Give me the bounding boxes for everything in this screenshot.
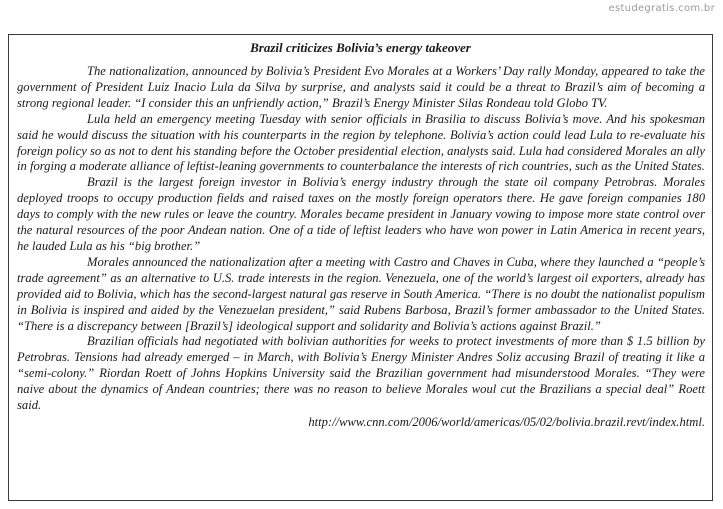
article-paragraph-3: Brazil is the largest foreign investor in Bolivia’s energy industry through the state oil company Petrobras. Morales deployed troops to occupy production fields and raised taxes on the mostly foreign operators there. He gave foreign companies 180 days to comply with the new rules or leave the country. Morales became president in January vowing to impose more state control over the natural resources of the poor Andean nation. One of a tide of leftist leaders who have won power in Latin America in recent years, he lauded Lula as his “big brother.” [17, 175, 705, 253]
site-watermark: estudegratis.com.br [608, 3, 715, 14]
article-title-text: Brazil criticizes Bolivia’s energy takeover [250, 40, 471, 55]
article-paragraph-1: The nationalization, announced by Bolivia’s President Evo Morales at a Workers’ Day rally Monday, appeared to take the government of President Luiz Inacio Lula da Silva by surprise, and analysts said it could be a threat to Brazil’s aim of becoming a strong regional leader. “I consider this an unfriendly action,” Brazil’s Energy Minister Silas Rondeau told Globo TV. [17, 64, 705, 110]
article-frame [8, 34, 713, 501]
article-title [9, 40, 712, 55]
article-body [9, 64, 712, 414]
article-paragraph-5: Brazilian officials had negotiated with bolivian authorities for weeks to protect investments of more than $ 1.5 billion by Petrobras. Tensions had already emerged – in March, with Bolivia’s Energy Minister Andres Soliz accusing Brazil of treating it like a “semi-colony.” Riordan Roett of Johns Hopkins University said the Brazilian government had misunderstood Morales. “They were naive about the dynamics of Andean countries; there was no reason to believe Morales woul cut the Brazilians a special deal” Roett said. [17, 334, 705, 413]
article-paragraph-4: Morales announced the nationalization after a meeting with Castro and Chaves in Cuba, where they launched a “people’s trade agreement” as an alternative to U.S. trade interests in the region. Venezuela, one of the world’s largest oil exporters, already has provided aid to Bolivia, which has the second-largest natural gas reserve in South America. “There is no doubt the nationalist populism in Bolivia is inspired and aided by the Venezuelan president,” said Rubens Barbosa, Brazil’s former ambassador to the United States. “There is a discrepancy between [Brazil’s] ideological support and solidarity and Bolivia’s actions against Brazil.” [17, 254, 705, 333]
source-url: http://www.cnn.com/2006/world/americas/05/02/bolivia.brazil.revt/index.html. [308, 414, 705, 429]
article-paragraph-2: Lula held an emergency meeting Tuesday with senior officials in Brasilia to discuss Bolivia’s move. And his spokesman said he would discuss the situation with his counterparts in the region by telephone. Bolivia’s action could lead Lula to re-evaluate his foreign policy so as not to dent his standing before the October presidential election, analysts said. Lula had considered Morales an ally in forging a moderate alliance of leftist-leaning governments to counterbalance the interests of rich countries, such as the United States. [17, 111, 705, 174]
